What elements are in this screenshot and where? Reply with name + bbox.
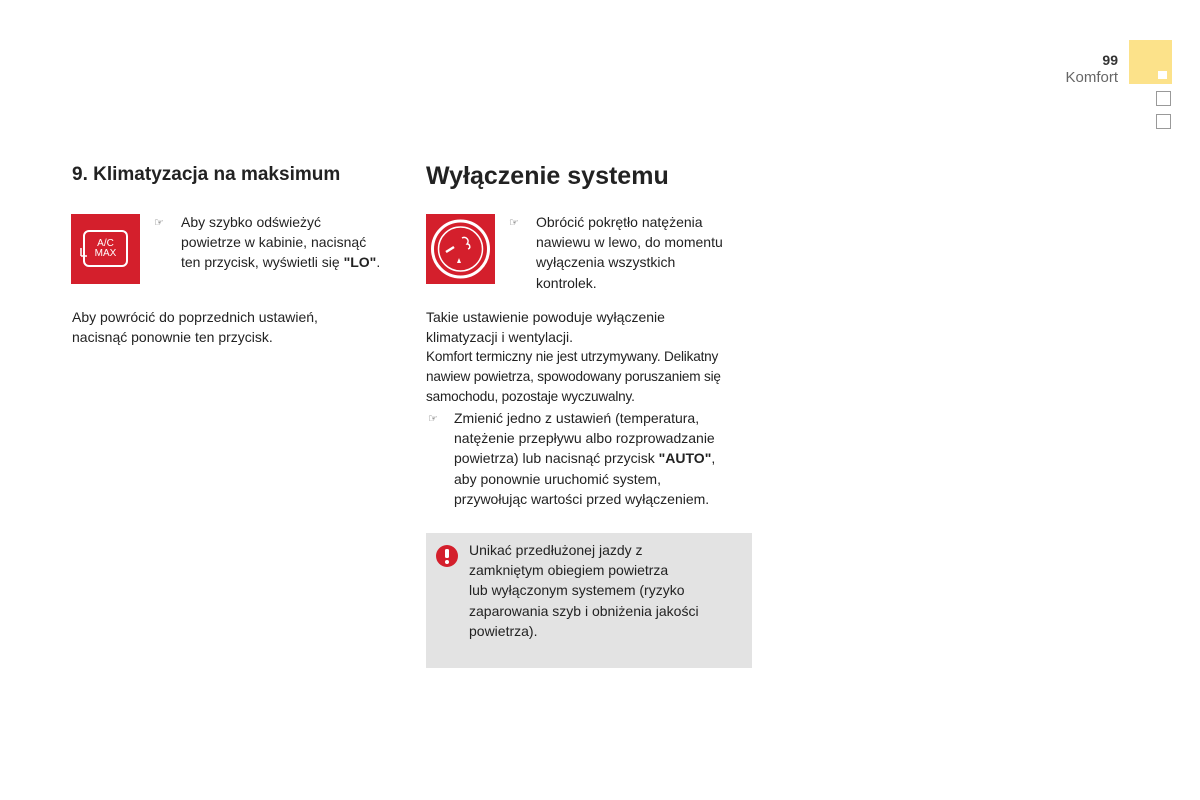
max-label: MAX <box>94 248 117 259</box>
section-tab <box>1156 114 1171 129</box>
ac-max-instruction: Aby szybko odświeżyć powietrze w kabinie, nacisnąć ten przycisk, wyświetli się "LO". <box>181 214 381 271</box>
bullet-hand-icon: ☞ <box>428 413 438 425</box>
system-off-description: Takie ustawienie powoduje wyłączenie klimatyzacji i wentylacji. <box>426 309 665 346</box>
section-heading-ac-max: 9. Klimatyzacja na maksimum <box>72 164 341 185</box>
restart-instruction: Zmienić jedno z ustawień (temperatura, natężenie przepływu albo rozprowadzanie powietrza) lub nacisnąć przycisk "AUTO", aby ponownie uruchomić system, przywołując wartości przed wyłączeniem. <box>454 410 716 507</box>
fan-dial-icon <box>426 214 495 284</box>
exclamation-warning-icon <box>436 545 458 572</box>
system-off-instruction: Obrócić pokrętło natężenia nawiewu w lewo, do momentu wyłączenia wszystkich kontrolek. <box>536 214 723 291</box>
section-tab-active <box>1129 40 1172 84</box>
thermal-comfort-note: Komfort termiczny nie jest utrzymywany. Delikatny nawiew powietrza, spowodowany poruszaniem się samochodu, pozostaje wyczuwalny. <box>426 349 721 405</box>
ac-max-button-icon <box>71 214 140 284</box>
section-name: Komfort <box>1065 69 1118 86</box>
ac-max-return-text: Aby powrócić do poprzednich ustawień, nacisnąć ponownie ten przycisk. <box>72 309 318 346</box>
bullet-hand-icon: ☞ <box>154 217 164 229</box>
bullet-hand-icon: ☞ <box>509 217 519 229</box>
warning-text: Unikać przedłużonej jazdy z zamkniętym obiegiem powietrza lub wyłączonym systemem (ryzyko zaparowania szyb i obniżenia jakości powietrza). <box>469 542 699 639</box>
section-tab <box>1156 91 1171 106</box>
section-heading-system-off: Wyłączenie systemu <box>426 162 669 190</box>
page-number: 99 <box>1102 52 1118 68</box>
ac-label: A/C <box>97 238 114 249</box>
